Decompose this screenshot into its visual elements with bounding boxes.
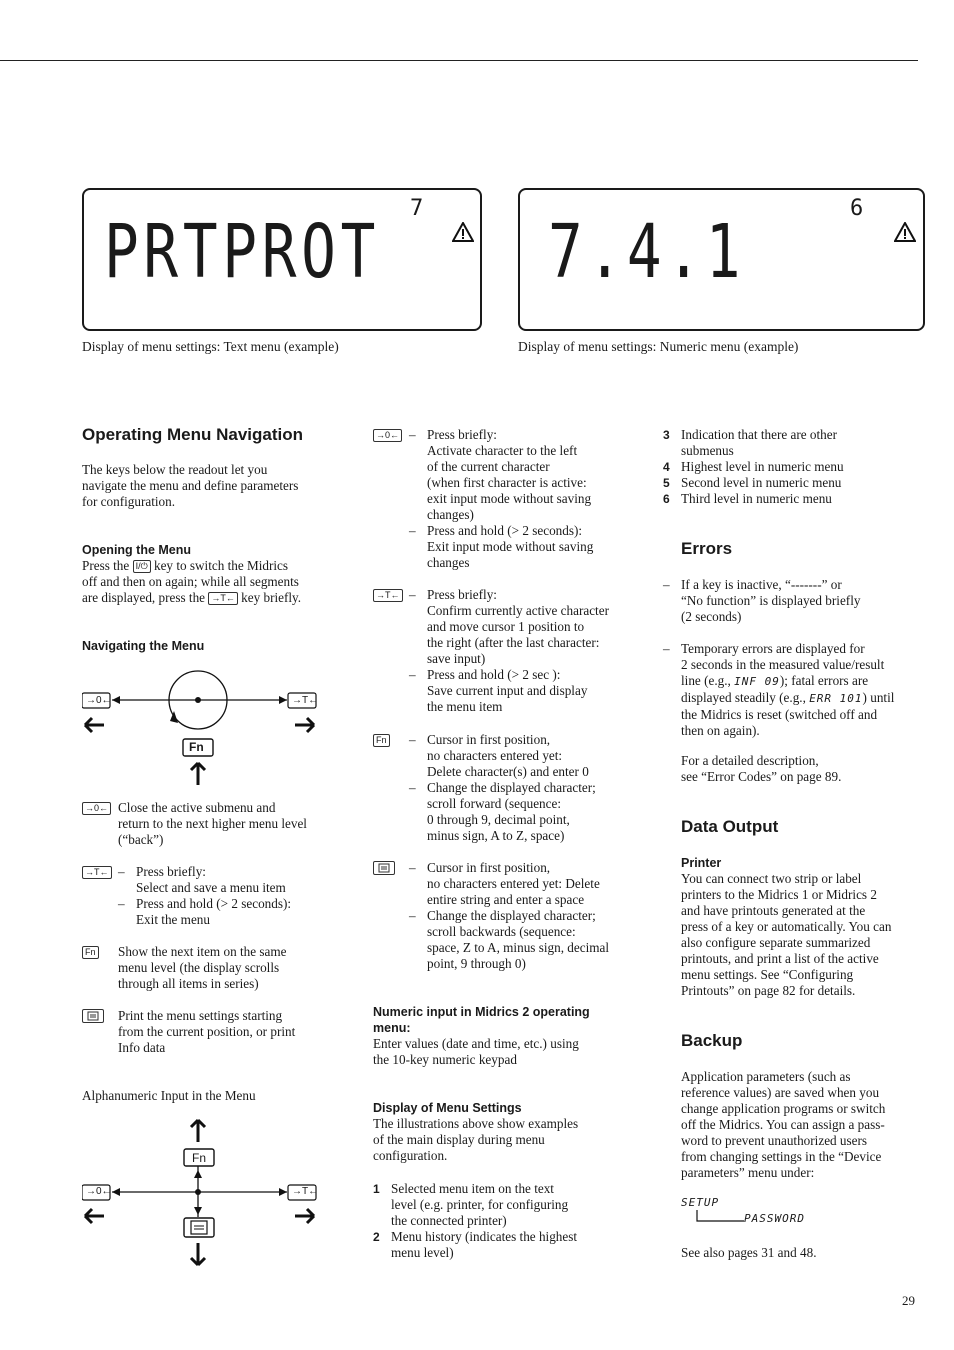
dash: – [409, 427, 416, 442]
list-item: Highest level in numeric menu [681, 459, 844, 474]
caption-text-menu: Display of menu settings: Text menu (example) [82, 339, 339, 354]
text: changes) [427, 507, 474, 522]
text: Press and hold (> 2 seconds): [427, 523, 583, 538]
list-item: Indication that there are other [681, 427, 837, 442]
lcd-indicator: 7 [410, 196, 430, 221]
text: and have printouts generated at the [681, 903, 866, 918]
list-item: menu level) [391, 1245, 454, 1260]
text: printouts, and print a list of the active [681, 951, 879, 966]
dash: – [409, 780, 416, 795]
zero-key-icon: →0← [82, 802, 111, 815]
text: press of a key or automatically. You can [681, 919, 892, 934]
intro-line: navigate the menu and define parameters [82, 478, 299, 493]
text: of the current character [427, 459, 550, 474]
list-number: 5 [663, 476, 670, 490]
zero-key-icon: →0← [86, 1186, 112, 1197]
print-key-icon [82, 1009, 104, 1023]
text: Cursor in first position, [427, 860, 551, 875]
heading-opening-menu: Opening the Menu [82, 543, 192, 557]
text: Close the active submenu and [118, 800, 276, 815]
caption-numeric-menu: Display of menu settings: Numeric menu (example) [518, 339, 799, 354]
text: key briefly. [241, 590, 302, 605]
text: Press and hold (> 2 sec ): [427, 667, 561, 682]
fn-key-icon: Fn [373, 734, 390, 747]
zero-key-description [409, 427, 593, 571]
top-rule [0, 60, 918, 61]
dash: – [663, 577, 670, 592]
lcd-display-text-menu [82, 188, 482, 331]
fn-key-icon: Fn [189, 740, 204, 754]
text: also configure separate summarized [681, 935, 871, 950]
tare-key-icon: →T← [292, 1186, 319, 1197]
list-item: Menu history (indicates the highest [391, 1229, 578, 1244]
text: see “Error Codes” on page 89. [681, 769, 842, 784]
text: minus sign, A to Z, space) [427, 828, 565, 843]
text: Show the next item on the same [118, 944, 287, 959]
text: off and then on again; while all segments [82, 574, 299, 589]
menu-path-password: PASSWORD [744, 1212, 805, 1225]
text: from the current position, or print [118, 1024, 296, 1039]
text: reference values) are saved when you [681, 1085, 880, 1100]
error-code: ERR 101 [809, 692, 863, 705]
text: ) until [862, 690, 895, 705]
list-item: level (e.g. printer, for configuring [391, 1197, 569, 1212]
text: For a detailed description, [681, 753, 819, 768]
list-number: 6 [663, 492, 670, 506]
tare-key-icon: →T← [292, 695, 319, 706]
text: entire string and enter a space [427, 892, 585, 907]
text: Info data [118, 1040, 166, 1055]
text: the menu item [427, 699, 503, 714]
lcd-display-numeric-menu [518, 188, 925, 331]
info-code: INF 09 [734, 675, 780, 688]
text: then on again). [681, 723, 760, 738]
dash: – [118, 896, 125, 911]
text: return to the next higher menu level [118, 816, 307, 831]
text: save input) [427, 651, 486, 666]
text: Temporary errors are displayed for [681, 641, 865, 656]
zero-key-icon: →0← [373, 429, 402, 442]
text: See also pages 31 and 48. [681, 1245, 817, 1260]
text: Exit input mode without saving [427, 539, 594, 554]
heading-data-output: Data Output [681, 817, 779, 836]
text: no characters entered yet: [427, 748, 563, 763]
dash: – [409, 667, 416, 682]
text: printers to the Midrics 1 or Midrics 2 [681, 887, 877, 902]
text: exit input mode without saving [427, 491, 592, 506]
fn-key-icon: Fn [192, 1151, 207, 1165]
text: Application parameters (such as [681, 1069, 851, 1084]
list-number: 1 [373, 1182, 380, 1196]
alphanumeric-diagram [82, 1115, 322, 1270]
heading-alphanumeric-input: Alphanumeric Input in the Menu [82, 1088, 256, 1103]
intro-line: for configuration. [82, 494, 176, 509]
list-item: Second level in numeric menu [681, 475, 842, 490]
text: scroll backwards (sequence: [427, 924, 576, 939]
text: Press briefly: [136, 864, 206, 879]
intro-line: The keys below the readout let you [82, 462, 268, 477]
text: (2 seconds) [681, 609, 742, 624]
heading-numeric-input: menu: [373, 1021, 411, 1035]
text: changes [427, 555, 470, 570]
text: displayed steadily (e.g., [681, 690, 806, 705]
tare-key-description [409, 587, 609, 715]
text: 2 seconds in the measured value/result [681, 657, 885, 672]
column-1 [82, 427, 342, 443]
text: Print the menu settings starting [118, 1008, 283, 1023]
list-number: 4 [663, 460, 670, 474]
text: word to prevent unauthorized users [681, 1133, 868, 1148]
heading-errors: Errors [681, 539, 733, 558]
tare-key-icon: →T← [82, 866, 112, 879]
onoff-key-icon: I/⏻ [133, 560, 151, 573]
print-key-description [409, 860, 609, 972]
text: Confirm currently active character [427, 603, 609, 618]
text: Cursor in first position, [427, 732, 551, 747]
list-number: 2 [373, 1230, 380, 1244]
text: Press briefly: [427, 587, 497, 602]
dash: – [409, 860, 416, 875]
text: (when first character is active: [427, 475, 587, 490]
text: off the Midrics. You can assign a pass- [681, 1117, 885, 1132]
lcd-indicator: 6 [850, 196, 870, 221]
dash: – [409, 732, 416, 747]
tare-key-icon: →T← [373, 589, 403, 602]
menu-path-setup: SETUP [681, 1196, 720, 1209]
dash: – [409, 523, 416, 538]
heading-navigating-menu: Navigating the Menu [82, 639, 205, 653]
text: through all items in series) [118, 976, 259, 991]
text: the 10-key numeric keypad [373, 1052, 517, 1067]
list-number: 3 [663, 428, 670, 442]
text: change application programs or switch [681, 1101, 886, 1116]
dash: – [409, 587, 416, 602]
zero-key-icon: →0← [86, 695, 112, 706]
text: Press and hold (> 2 seconds): [136, 896, 292, 911]
print-key-icon [373, 861, 395, 875]
text: menu settings. See “Configuring [681, 967, 854, 982]
text: from changing settings in the “Device [681, 1149, 882, 1164]
text: menu level (the display scrolls [118, 960, 280, 975]
page-number: 29 [902, 1293, 915, 1308]
text: key to switch the Midrics [153, 558, 289, 573]
text: Activate character to the left [427, 443, 578, 458]
heading-printer: Printer [681, 856, 722, 870]
text: If a key is inactive, “-------” or [681, 577, 842, 592]
text: Enter values (date and time, etc.) using [373, 1036, 579, 1051]
text: Save current input and display [427, 683, 588, 698]
list-item: submenus [681, 443, 734, 458]
text: You can connect two strip or label [681, 871, 862, 886]
heading-operating-menu-navigation: Operating Menu Navigation [82, 425, 304, 444]
heading-backup: Backup [681, 1031, 743, 1050]
text: configuration. [373, 1148, 448, 1163]
navigation-diagram [82, 665, 322, 790]
text: the Midrics is reset (switched off and [681, 707, 878, 722]
text: space, Z to A, minus sign, decimal [427, 940, 610, 955]
text: scroll forward (sequence: [427, 796, 562, 811]
text: parameters” menu under: [681, 1165, 815, 1180]
tare-key-icon: →T← [208, 592, 238, 605]
text: line (e.g., [681, 673, 731, 688]
list-item: the connected printer) [391, 1213, 507, 1228]
text: Delete character(s) and enter 0 [427, 764, 589, 779]
text: Select and save a menu item [136, 880, 286, 895]
text: the right (after the last character: [427, 635, 600, 650]
list-item: Third level in numeric menu [681, 491, 832, 506]
text: Press briefly: [427, 427, 497, 442]
list-item: Selected menu item on the text [391, 1181, 554, 1196]
text: Change the displayed character; [427, 908, 596, 923]
text: Change the displayed character; [427, 780, 596, 795]
dash: – [409, 908, 416, 923]
dash: – [663, 641, 670, 656]
text: are displayed, press the [82, 590, 206, 605]
text: ); fatal errors are [779, 673, 869, 688]
text: Printouts” on page 82 for details. [681, 983, 856, 998]
fn-key-icon: Fn [82, 946, 99, 959]
text: point, 9 through 0) [427, 956, 526, 971]
text: 0 through 9, decimal point, [427, 812, 570, 827]
dash: – [118, 864, 125, 879]
text: Exit the menu [136, 912, 210, 927]
text: The illustrations above show examples [373, 1116, 579, 1131]
lcd-main-text: PRTPROT [104, 209, 381, 295]
heading-display-menu-settings: Display of Menu Settings [373, 1101, 522, 1115]
text: (“back”) [118, 832, 164, 847]
text: “No function” is displayed briefly [681, 593, 861, 608]
warning-triangle-icon [452, 222, 474, 242]
text: no characters entered yet: Delete [427, 876, 600, 891]
warning-triangle-icon [894, 222, 916, 242]
heading-numeric-input: Numeric input in Midrics 2 operating [373, 1005, 590, 1019]
text: and move cursor 1 position to [427, 619, 585, 634]
menu-path-connector [694, 1210, 744, 1224]
fn-key-description [409, 732, 596, 844]
lcd-main-number: 7.4.1 [548, 209, 746, 295]
text: Press the [82, 558, 130, 573]
text: of the main display during menu [373, 1132, 545, 1147]
